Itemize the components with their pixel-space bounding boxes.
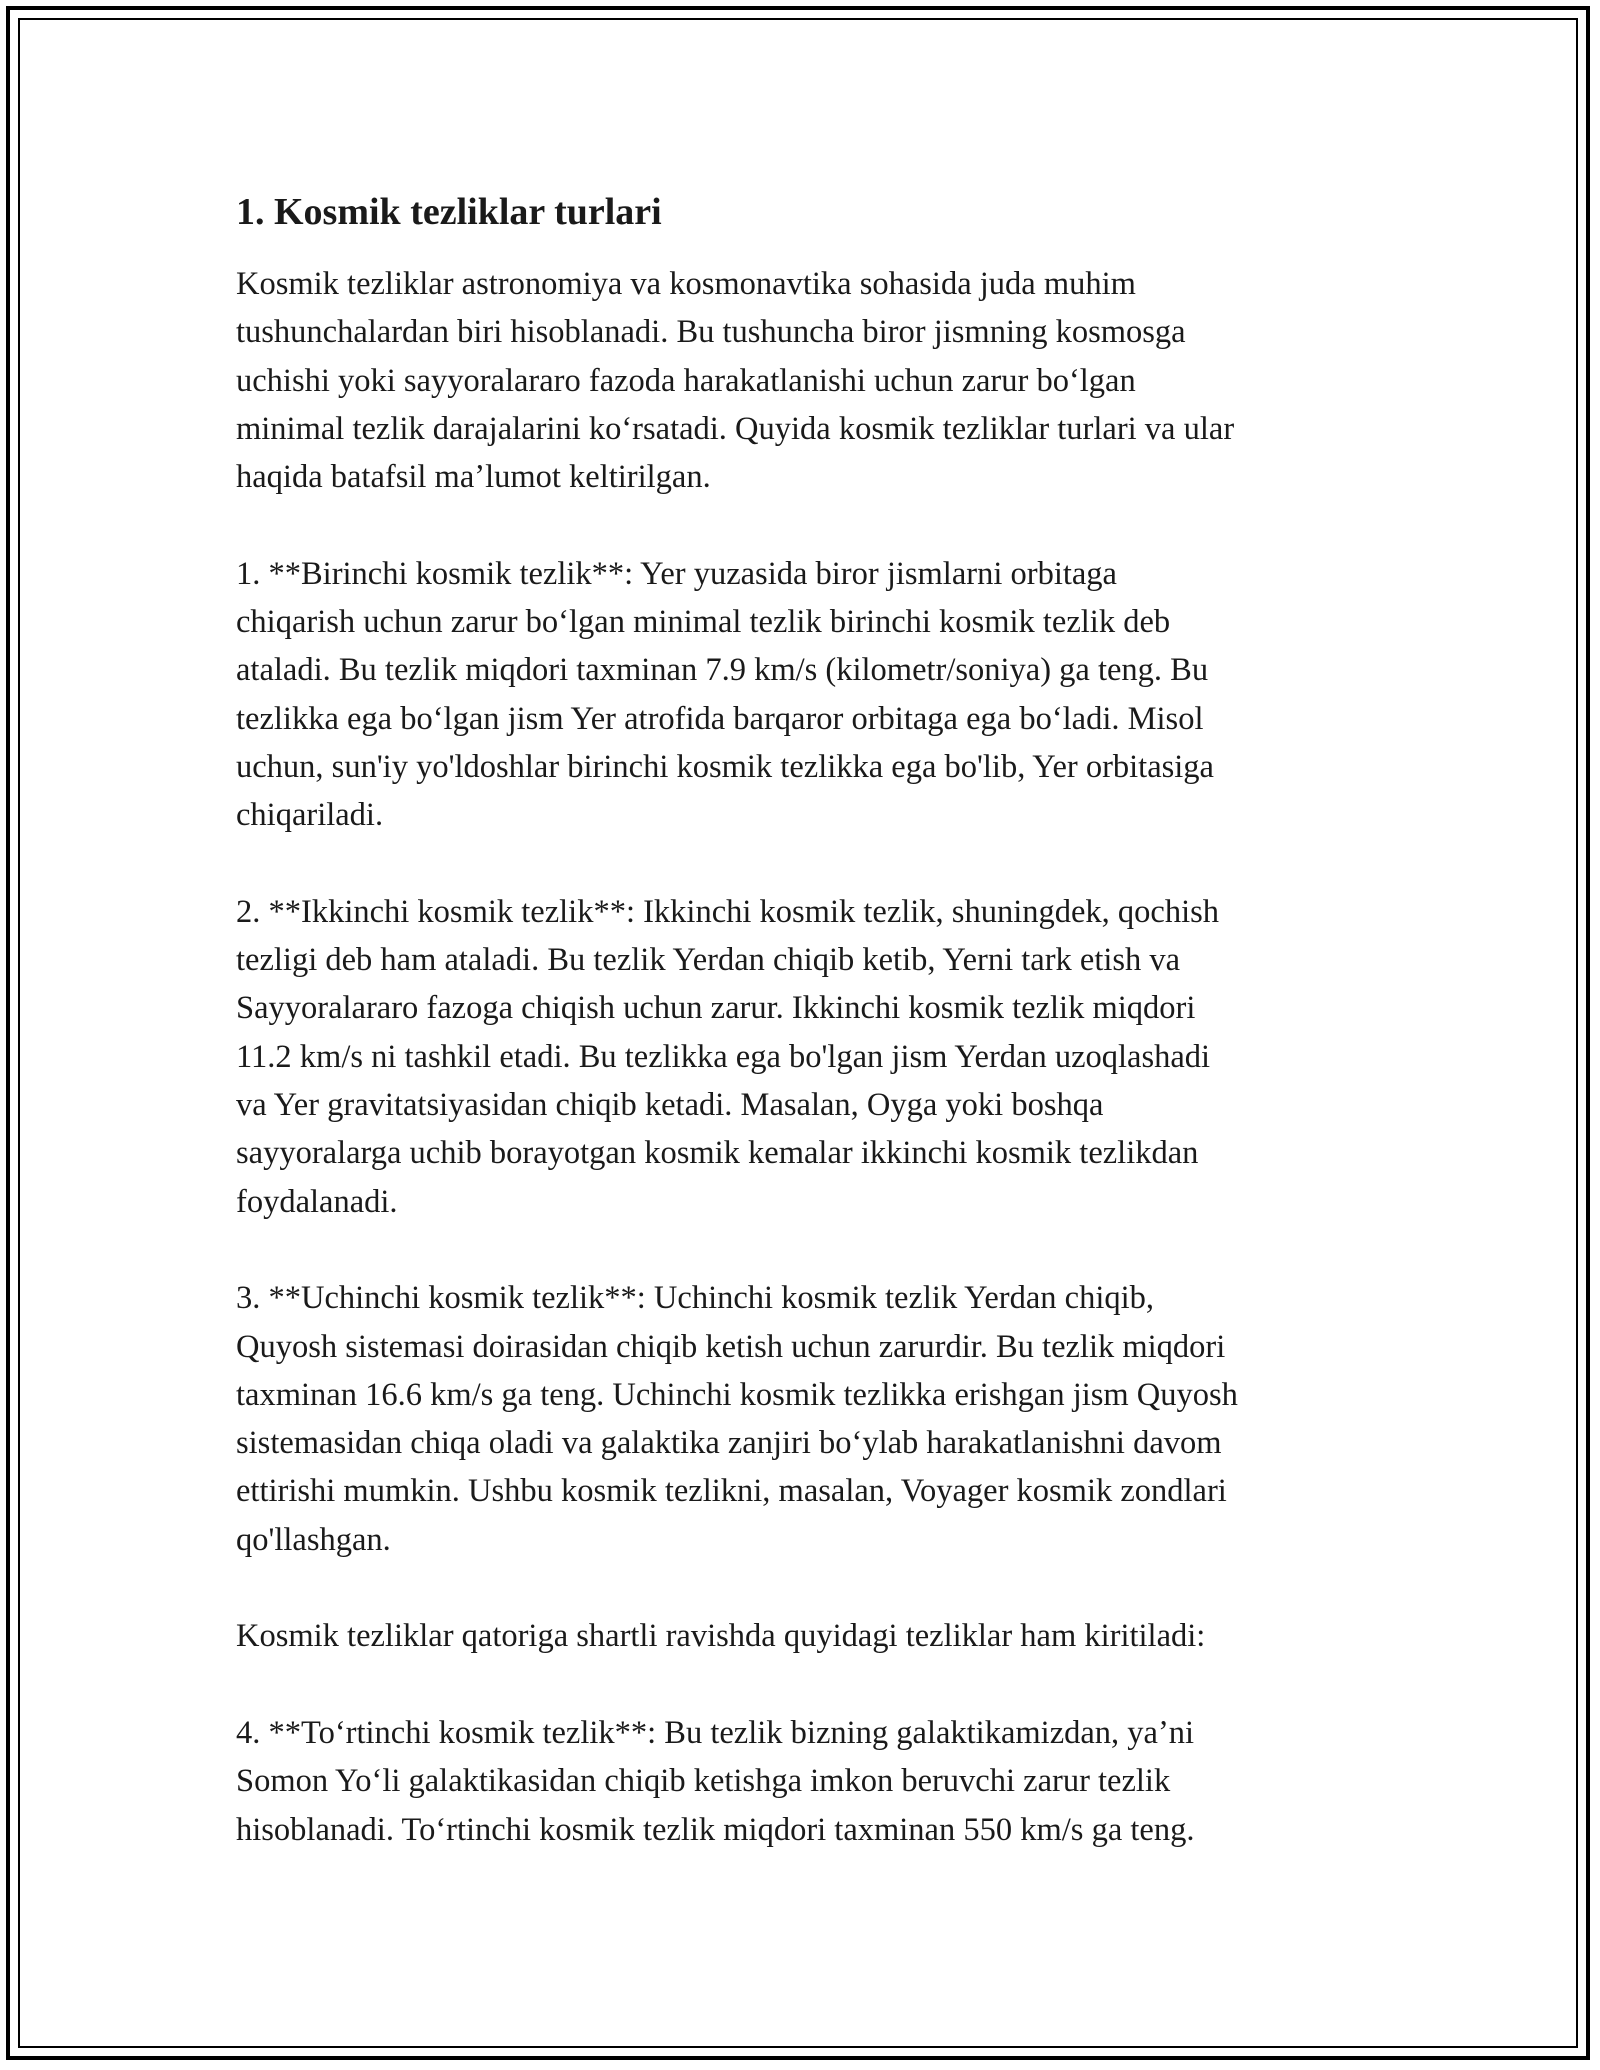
- intro-paragraph: Kosmik tezliklar astronomiya va kosmonavtika sohasida juda muhim tushunchalardan biri hisoblanadi. Bu tushuncha biror jismning kosmosga uchishi yoki sayyoralararo fazoda harakatlanishi uchun zarur boʻlgan minimal tezlik darajalarini koʻrsatadi. Quyida kosmik tezliklar turlari va ular haqida batafsil maʼlumot keltirilgan.: [236, 266, 1235, 496]
- third-cosmic-velocity-paragraph: 3. **Uchinchi kosmik tezlik**: Uchinchi kosmik tezlik Yerdan chiqib, Quyosh sistemasi doirasidan chiqib ketish uchun zarurdir. Bu tezlik miqdori taxminan 16.6 km/s ga teng. Uchinchi kosmik tezlikka erishgan jism Quyosh sistemasidan chiqa oladi va galaktika zanjiri boʻylab harakatlanishni davom ettirishi mumkin. Ushbu kosmik tezlikni, masalan, Voyager kosmik zondlari qo'llashgan.: [236, 1280, 1238, 1558]
- section-heading: 1. Kosmik tezliklar turlari: [236, 191, 662, 233]
- second-cosmic-velocity-paragraph: 2. **Ikkinchi kosmik tezlik**: Ikkinchi kosmik tezlik, shuningdek, qochish tezligi deb ham ataladi. Bu tezlik Yerdan chiqib ketib, Yerni tark etish va Sayyoralararo fazoga chiqish uchun zarur. Ikkinchi kosmik tezlik miqdori 11.2 km/s ni tashkil etadi. Bu tezlikka ega bo'lgan jism Yerdan uzoqlashadi va Yer gravitatsiyasidan chiqib ketadi. Masalan, Oyga yoki boshqa sayyoralarga uchib borayotgan kosmik kemalar ikkinchi kosmik tezlikdan foydalanadi.: [236, 893, 1220, 1220]
- document-body: [236, 188, 1376, 1902]
- fourth-cosmic-velocity-paragraph: 4. **Toʻrtinchi kosmik tezlik**: Bu tezlik bizning galaktikamizdan, yaʼni Somon Yoʻli galaktikasidan chiqib ketishga imkon beruvchi zarur tezlik hisoblanadi. Toʻrtinchi kosmik tezlik miqdori taxminan 550 km/s ga teng.: [236, 1714, 1195, 1848]
- first-cosmic-velocity-paragraph: 1. **Birinchi kosmik tezlik**: Yer yuzasida biror jismlarni orbitaga chiqarish uchun zarur boʻlgan minimal tezlik birinchi kosmik tezlik deb ataladi. Bu tezlik miqdori taxminan 7.9 km/s (kilometr/soniya) ga teng. Bu tezlikka ega boʻlgan jism Yer atrofida barqaror orbitaga ega boʻladi. Misol uchun, sun'iy yo'ldoshlar birinchi kosmik tezlikka ega bo'lib, Yer orbitasiga chiqariladi.: [236, 555, 1214, 834]
- additional-velocities-paragraph: Kosmik tezliklar qatoriga shartli ravishda quyidagi tezliklar ham kiritiladi:: [236, 1618, 1206, 1655]
